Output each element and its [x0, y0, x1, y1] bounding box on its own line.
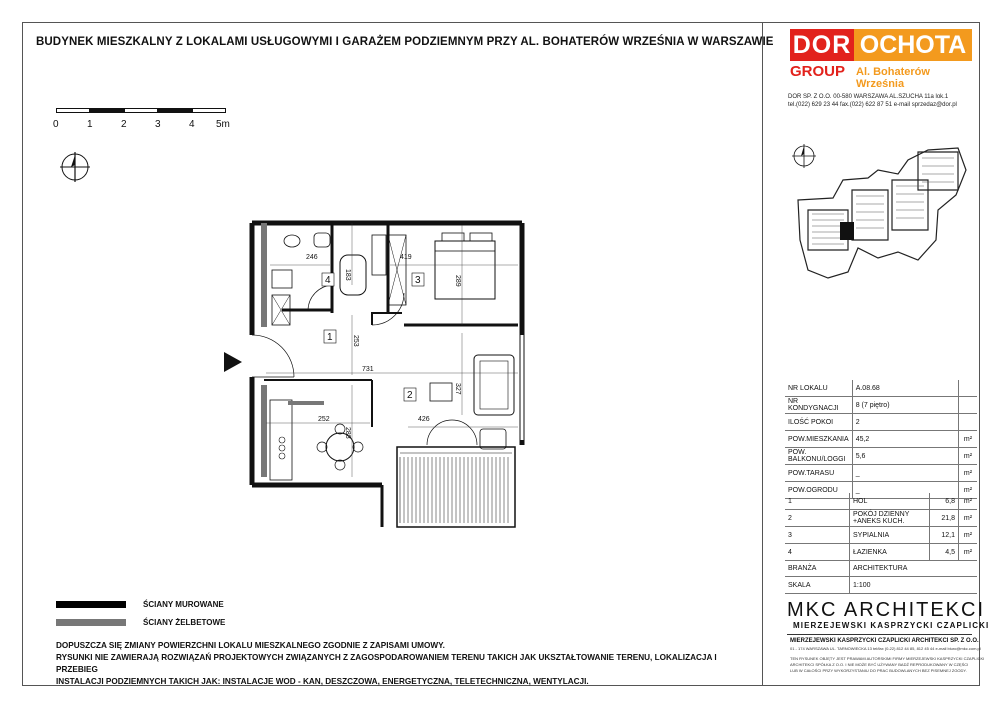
- info-unit: m²: [959, 482, 978, 499]
- meta-row: [785, 560, 977, 577]
- room-name: POKÓJ DZIENNY +ANEKS KUCH.: [850, 510, 930, 527]
- legend-swatch-concrete: [56, 619, 126, 626]
- room-unit: m²: [959, 527, 978, 544]
- info-label: POW. BALKONU/LOGGI: [785, 448, 852, 465]
- meta-label: SKALA: [785, 577, 850, 594]
- room-number: 1: [785, 493, 850, 510]
- info-value: 8 (7 piętro): [852, 397, 958, 414]
- room-area: 6,8: [930, 493, 959, 510]
- scale-label: 0: [53, 119, 59, 130]
- info-row: [785, 465, 977, 482]
- info-unit: [959, 380, 978, 397]
- company-contact: tel.(022) 629 23 44 fax.(022) 622 87 51 e-mail sprzedaz@dor.pl: [788, 102, 957, 108]
- info-value: A.08.68: [852, 380, 958, 397]
- info-unit: m²: [959, 465, 978, 482]
- dimension-label: 246: [306, 254, 318, 261]
- architect-copyright: LUB W CAŁOŚCI PRZY WYKORZYSTANIU DO PRAC BUDOWLANYCH BEZ PISEMNEJ ZGODY.: [790, 668, 967, 673]
- info-row: [785, 380, 977, 397]
- room-name: SYPIALNIA: [850, 527, 930, 544]
- note-line: RYSUNKI NIE ZAWIERAJĄ ROZWIĄZAŃ PROJEKTOWYCH ZWIĄZANYCH Z ZAGOSPODAROWANIEM TERENU TAKICH JAK UKSZTAŁTOWANIE TERENU, LOKALIZACJA I PRZEBIEG: [56, 653, 717, 674]
- logo-street: Al. Bohaterów Września: [856, 66, 930, 90]
- legend-label-concrete: ŚCIANY ŻELBETOWE: [143, 618, 226, 627]
- room-unit: m²: [959, 493, 978, 510]
- room-row: [785, 544, 977, 561]
- info-label: NR KONDYGNACJI: [785, 397, 852, 414]
- room-name: ŁAZIENKA: [850, 544, 930, 561]
- scale-label: 5m: [216, 119, 230, 130]
- room-row: [785, 510, 977, 527]
- architect-copyright: ARCHITEKCI SPÓŁKA Z O.O. I NIE MOŻE BYĆ UŻYWANY BADŹ REPRODUKOWANY W CZĘŚCI: [790, 662, 969, 667]
- dimension-label: 426: [418, 416, 430, 423]
- scale-label: 3: [155, 119, 161, 130]
- apartment-info-table: [785, 380, 977, 499]
- info-unit: m²: [959, 448, 978, 465]
- dimension-label: 419: [400, 254, 412, 261]
- info-row: [785, 414, 977, 431]
- info-row: [785, 448, 977, 465]
- architect-company: MIERZEJEWSKI KASPRZYCKI CZAPLICKI ARCHITEKCI SP. Z O.O.: [790, 638, 979, 644]
- info-value: 45,2: [852, 431, 958, 448]
- info-unit: [959, 397, 978, 414]
- architect-subtitle: MIERZEJEWSKI KASPRZYCKI CZAPLICKI: [793, 621, 990, 630]
- logo-ochota: OCHOTA: [854, 29, 972, 61]
- room-area: 21,8: [930, 510, 959, 527]
- scale-segment: [90, 108, 124, 113]
- info-value: 2: [852, 414, 958, 431]
- info-row: [785, 397, 977, 414]
- dimension-label: 252: [318, 416, 330, 423]
- info-unit: [959, 414, 978, 431]
- room-area: 4,5: [930, 544, 959, 561]
- dimension-label: 288: [344, 427, 351, 439]
- meta-label: BRANŻA: [785, 560, 850, 577]
- room-number: 3: [785, 527, 850, 544]
- dimension-label: 253: [352, 335, 359, 347]
- note-line: DOPUSZCZA SIĘ ZMIANY POWIERZCHNI LOKALU MIESZKALNEGO ZGODNIE Z ZAPISAMI UMOWY.: [56, 641, 445, 650]
- scale-segment: [158, 108, 192, 113]
- architect-copyright: TEN RYSUNEK OBJĘTY JEST PRAWAMI AUTORSKIMI FIRMY MIERZEJEWSKI KASPRZYCKI CZAPLICKI: [790, 656, 985, 661]
- room-number-4: 4: [325, 275, 331, 286]
- meta-row: [785, 577, 977, 594]
- room-row: [785, 493, 977, 510]
- legend-swatch-masonry: [56, 601, 126, 608]
- info-value: _: [852, 465, 958, 482]
- drawing-meta-table: [785, 560, 977, 594]
- north-arrow-icon: [58, 150, 92, 184]
- scale-label: 2: [121, 119, 127, 130]
- note-line: INSTALACJI PODZIEMNYCH TAKICH JAK: INSTALACJE WOD - KAN, DESZCZOWA, ENERGETYCZNA, TELETECHNICZNA, WENTYLACJI.: [56, 677, 589, 686]
- meta-value: 1:100: [850, 577, 978, 594]
- title-block-divider: [762, 22, 763, 686]
- scale-label: 1: [87, 119, 93, 130]
- apartment-location-marker: [840, 222, 854, 240]
- notes: [56, 640, 756, 688]
- info-label: POW.TARASU: [785, 465, 852, 482]
- info-row: [785, 431, 977, 448]
- logo-group: GROUP: [790, 63, 846, 80]
- info-label: POW.OGRODU: [785, 482, 852, 499]
- room-number-3: 3: [415, 275, 421, 286]
- scale-segment: [56, 108, 90, 113]
- floor-plan: [222, 215, 532, 535]
- dimension-label: 183: [344, 269, 351, 281]
- room-number: 4: [785, 544, 850, 561]
- room-areas-table: [785, 493, 977, 561]
- dimension-label: 289: [454, 275, 461, 287]
- room-unit: m²: [959, 510, 978, 527]
- room-area: 12,1: [930, 527, 959, 544]
- info-value: 5,6: [852, 448, 958, 465]
- dor-ochota-logo: [790, 29, 972, 90]
- room-number-2: 2: [407, 390, 413, 401]
- info-label: POW.MIESZKANIA: [785, 431, 852, 448]
- info-value: _: [852, 482, 958, 499]
- scale-label: 4: [189, 119, 195, 130]
- info-label: NR LOKALU: [785, 380, 852, 397]
- company-address: DOR SP. Z O.O. 00-580 WARSZAWA AL.SZUCHA 11a lok.1: [788, 94, 949, 100]
- key-plan: [788, 140, 973, 290]
- architect-logo: MKC ARCHITEKCI: [787, 599, 986, 621]
- room-number-1: 1: [327, 332, 333, 343]
- entrance-arrow-icon: [222, 350, 244, 374]
- scale-segment: [192, 108, 226, 113]
- scale-segment: [124, 108, 158, 113]
- meta-value: ARCHITEKTURA: [850, 560, 978, 577]
- dimension-label: 327: [454, 383, 461, 395]
- logo-dor: DOR: [790, 29, 854, 61]
- room-row: [785, 527, 977, 544]
- scale-bar: [56, 108, 224, 114]
- info-label: ILOŚĆ POKOI: [785, 414, 852, 431]
- info-unit: m²: [959, 431, 978, 448]
- room-number: 2: [785, 510, 850, 527]
- legend-label-masonry: ŚCIANY MUROWANE: [143, 600, 224, 609]
- architect-divider: [787, 634, 972, 635]
- room-unit: m²: [959, 544, 978, 561]
- room-name: HOL: [850, 493, 930, 510]
- architect-address: 01 - 174 WARSZAWA UL. TARNOWIECKA 13 tel/fax (0-22) 812 44 85, 812 45 44 e-mail biuro@mkc.com.pl: [790, 646, 981, 651]
- drawing-title: BUDYNEK MIESZKALNY Z LOKALAMI USŁUGOWYMI I GARAŻEM PODZIEMNYM PRZY AL. BOHATERÓW WRZEŚNIA W WARSZAWIE: [36, 36, 774, 48]
- dimension-label: 731: [362, 366, 374, 373]
